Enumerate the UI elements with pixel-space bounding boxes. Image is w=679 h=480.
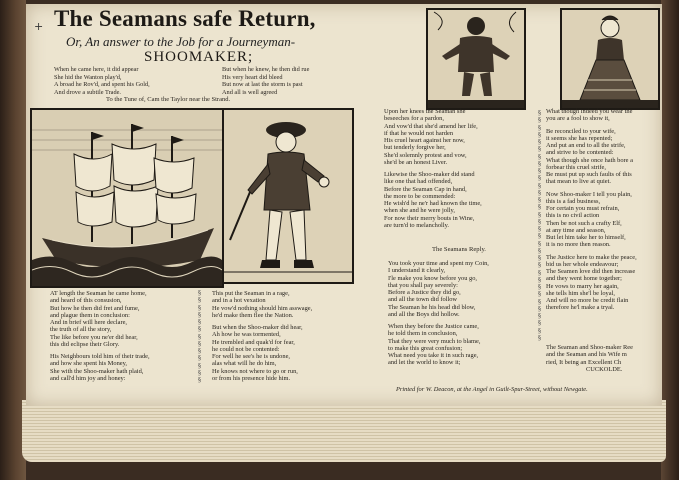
verse-line: and let the world to know it;: [388, 359, 461, 367]
verse-line: she tells him she'l be loyal,: [546, 289, 615, 297]
verse-line: alas what will he do him,: [212, 360, 277, 368]
verse-line: beseeches for a pardon,: [384, 115, 444, 123]
verse-line: The Justice here to make the peace,: [546, 253, 637, 261]
verse-line: he could not be contented:: [212, 345, 280, 353]
ship-woodcut: [30, 108, 224, 288]
verse-line: You took your time and spent my Coin,: [388, 260, 489, 267]
verse-column-1: [50, 290, 150, 382]
verse-line: he'd make them flee the Nation.: [212, 311, 294, 319]
verse-line: Ah how he was tormented,: [212, 331, 281, 339]
intro-line: A broad he Rov'd, and spent his Gold,: [54, 81, 150, 89]
verse-line: you are a fool to show it,: [546, 115, 610, 123]
verse-line: and heard of this consusion,: [50, 297, 122, 305]
verse-line: he told them in conclusion,: [388, 330, 458, 338]
verse-line: His Neighbours told him of their trade,: [50, 353, 150, 360]
intro-line: But when he knew, he then did rue: [222, 66, 310, 73]
verse-line: and they went home together;: [546, 275, 622, 283]
verse-line: it seems she has repented;: [546, 134, 613, 142]
verse-line: and call'd him joy and honey:: [50, 374, 126, 382]
printer-colophon: Printed for W. Deacon, at the Angel in Guilt-Spur-Street, without Newgate.: [396, 386, 588, 393]
verse-line: For now their merry bouts in Wine,: [384, 214, 475, 222]
verse-line: Before the Seaman Cap in hand,: [384, 185, 467, 193]
seamans-reply-heading: The Seamans Reply.: [432, 246, 486, 253]
verse-line: For well he see's he is undone,: [212, 353, 291, 360]
column-ornament-rule: § § § § § § § § § § § § §: [198, 290, 201, 384]
verse-line: She with the Shoo-maker hath plaid,: [50, 367, 144, 375]
verse-line: like one that had offended,: [384, 178, 453, 186]
verse-line: bid us her whole endeavour;: [546, 260, 619, 268]
verse-line: The Seamen love did then increase: [546, 268, 636, 275]
verse-line: The Seaman and Shoo-maker Ree: [546, 344, 633, 351]
verse-column-2: [212, 290, 312, 382]
verse-line: He wish'd he ne'r had known the time,: [384, 200, 482, 207]
verse-line: The Seaman he his head did blow,: [388, 303, 476, 311]
verse-line: and all the town did follow: [388, 296, 458, 304]
verse-line: His cruel heart against her now,: [384, 137, 465, 144]
margin-mark: +: [34, 20, 44, 33]
verse-line: He vow'd nothing should him asswage,: [212, 304, 313, 312]
intro-line: She hid the Wanton play'd,: [54, 73, 122, 81]
gentleman-illustration: [428, 10, 524, 108]
intro-tune-line: To the Tune of, Cam the Taylor near the Strand.: [106, 96, 231, 103]
verse-line: it is no more then reason.: [546, 241, 611, 249]
verse-line: But how he then did fret and fume,: [50, 304, 140, 312]
gentleman-woodcut: [426, 8, 526, 110]
verse-line: that mean to live at quiet.: [546, 178, 611, 186]
verse-line: That they were very much to blame,: [388, 337, 481, 345]
verse-line: And will no more be credit flain: [546, 297, 629, 304]
intro-verse-right: [222, 66, 309, 96]
verse-line: And put an end to all the strife,: [546, 142, 626, 149]
broadside-subtitle-shoomaker: SHOOMAKER;: [144, 49, 254, 65]
verse-line: Now Shoo-maker I tell you plain,: [546, 190, 632, 198]
seaman-woodcut: [222, 108, 354, 284]
verse-line: I understand it clearly,: [388, 267, 446, 275]
verse-line: This put the Seaman in a rage,: [212, 290, 290, 297]
page-block-edge: [22, 400, 666, 462]
column-ornament-rule: § § § § § § § § § § § § § § § § § § § § § § § § § § § § § § § §: [538, 110, 541, 342]
verse-line: When they before the Justice came,: [388, 323, 479, 330]
verse-line: And vow'd that she'd amend her life,: [384, 122, 478, 130]
verse-line: and plague them in conclusion:: [50, 311, 130, 319]
verse-line: He trembled and quak'd for fear,: [212, 338, 295, 346]
verse-line: and strive to be contented:: [546, 149, 614, 157]
verse-line: at any time and season,: [546, 226, 606, 234]
verse-line: And in brief will here declare,: [50, 319, 128, 326]
verse-line: The like before you ne'er did hear,: [50, 333, 138, 341]
verse-line: and in a hot vexation: [212, 297, 266, 305]
verse-line: that you shall pay severely:: [388, 281, 458, 289]
verse-line: Upon her knees the Seaman she: [384, 108, 466, 115]
verse-line: the truth of all the story,: [50, 326, 112, 334]
verse-line: to make this great confusion;: [388, 344, 463, 352]
verse-line: forbear this cruel strife,: [546, 163, 606, 171]
verse-line: Before a Justice they did go,: [388, 289, 461, 296]
verse-line: Be must put up such faults of this: [546, 171, 632, 178]
verse-line: the more to be commended:: [384, 192, 456, 200]
verse-line: Be reconciled to your wife,: [546, 127, 616, 135]
verse-line: He knows not where to go or run,: [212, 367, 298, 375]
verse-line: What though indeed you wear the: [546, 108, 633, 115]
verse-line: But when the Shoo-maker did hear,: [212, 324, 303, 331]
intro-line: And drove a subtile Trade.: [54, 88, 121, 96]
verse-line: this is no civil action: [546, 212, 600, 220]
intro-line: And all is well agreed: [222, 88, 278, 96]
intro-verse-left: [54, 66, 150, 96]
verse-line: she'd be an honest Liver.: [384, 158, 448, 166]
verse-line: What need you take it in such rage,: [388, 352, 479, 359]
verse-line: He vows to marry her again,: [546, 282, 619, 290]
woman-woodcut: [560, 8, 660, 110]
verse-line: Then be not such a crafty Elf,: [546, 219, 622, 227]
verse-line: this is a fad business,: [546, 197, 601, 205]
verse-line: Likewise the Shoo-maker did stand: [384, 171, 475, 178]
verse-column-4-footer: [546, 344, 633, 373]
broadside-subtitle: Or, An answer to the Job for a Journeyman-: [66, 34, 296, 49]
verse-column-4: [546, 108, 637, 312]
ship-illustration: [32, 110, 222, 286]
verse-line: AT length the Seaman he came home,: [50, 290, 147, 297]
broadside-page: [26, 4, 662, 406]
intro-line: When he came here, it did appear: [54, 66, 139, 73]
verse-line: this did eclipse their Glory.: [50, 340, 120, 348]
verse-column-3-bottom: [388, 260, 489, 367]
verse-line: therefore he'l make a tryal.: [546, 304, 615, 312]
woman-illustration: [562, 10, 658, 108]
verse-line: For certain you must refrain,: [546, 205, 620, 212]
verse-line: I'le make you know before you go,: [388, 274, 477, 282]
verse-line: but tenderly forgive her,: [384, 144, 446, 152]
verse-line: are turn'd to melancholly.: [384, 221, 449, 229]
verse-line: CUCKOLDE.: [586, 365, 623, 373]
seaman-illustration: [224, 110, 352, 282]
verse-line: What though she once hath bore a: [546, 156, 633, 164]
intro-line: But now at last the storm is past: [222, 81, 303, 89]
verse-line: when she and he were jolly,: [384, 207, 455, 215]
verse-column-3-top: [384, 108, 482, 229]
verse-line: ried, It being an Excellent Ch: [546, 358, 622, 366]
broadside-title: The Seamans safe Return,: [54, 6, 316, 31]
verse-line: if that he would not harden: [384, 129, 454, 137]
intro-line: His very heart did bleed: [222, 73, 283, 81]
verse-line: and the Seaman and his Wife m: [546, 351, 627, 359]
verse-line: and all the Boys did hollow.: [388, 310, 460, 318]
verse-line: and how she spent his Money,: [50, 360, 127, 368]
verse-line: But let him take her to himself,: [546, 234, 626, 241]
verse-line: or from his presence hide him.: [212, 374, 291, 382]
verse-line: She'd solemnly protest and vow,: [384, 151, 467, 159]
